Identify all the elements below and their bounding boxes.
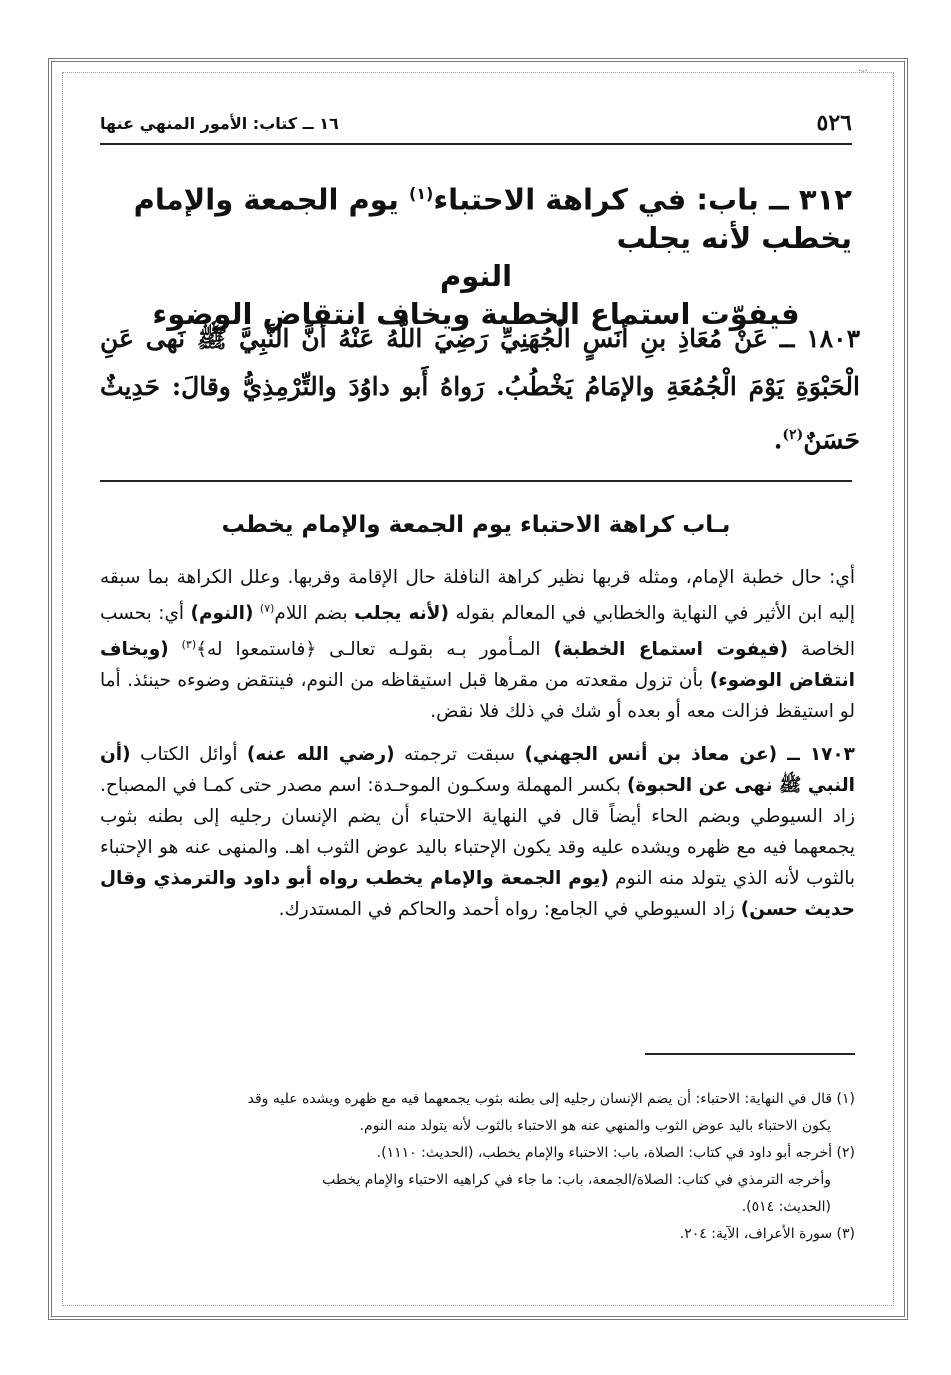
quoted-text: (فيفوت استماع الخطبة) bbox=[553, 639, 789, 661]
commentary-text bbox=[169, 639, 182, 660]
footnote-2-line-1: (٢) أخرجه أبو داود في كتاب: الصلاة، باب: الاحتباء والإمام يخطب، (الحديث: ١١١٠). bbox=[376, 1145, 855, 1161]
quoted-text: (يوم الجمعة والإمام يخطب رواه أبو داود والترمذي وقال حديث حسن) bbox=[100, 868, 855, 921]
footnote-ref-1[interactable]: (١) bbox=[408, 184, 434, 203]
chapter-heading bbox=[100, 175, 852, 333]
footnote-ref-7[interactable]: (٧) bbox=[259, 602, 275, 615]
commentary-text: أي: بحسب الخاصة bbox=[100, 603, 855, 661]
page-number: ٥٢٦ bbox=[816, 110, 852, 136]
chapter-heading-rest: يوم الجمعة والإمام يخطب لأنه يجلب bbox=[133, 182, 852, 255]
chapter-heading-line-3: فيفوّت استماع الخطبة ويخاف انتقاض الوضوء bbox=[152, 296, 800, 331]
hadith-number: ١٧٠٣ ــ bbox=[777, 744, 855, 766]
quoted-text: (ويخاف انتقاض الوضوء) bbox=[100, 639, 856, 692]
footnote-separator bbox=[645, 1053, 855, 1055]
commentary-paragraph-2 bbox=[100, 739, 855, 925]
chapter-heading-line-2: النوم bbox=[439, 258, 513, 293]
hadith-end: . bbox=[773, 425, 783, 455]
footnote-ref-2[interactable]: (٢) bbox=[782, 427, 804, 443]
commentary-text: زاد السيوطي في الجامع: رواه أحمد والحاكم في المستدرك. bbox=[278, 899, 741, 921]
quran-quote: المـأمور بـه بقولـه تعالـى ﴿فاستمعوا له﴾ bbox=[196, 639, 554, 661]
commentary-text: أوائل الكتاب bbox=[130, 744, 247, 766]
commentary-text: بضم اللام bbox=[274, 603, 355, 625]
commentary-text: بأن تزول مقعدته من مقرها قبل استيقاظه من النوم، فينتقض وضوءه حينئذ. أما لو استيقظ فزالت معه أو بعده أو شك في ذلك فلا نقض. bbox=[100, 670, 855, 723]
footnote-2-line-3: (الحديث: ٥١٤). bbox=[741, 1199, 831, 1215]
commentary-title: بـاب كراهة الاحتباء يوم الجمعة والإمام يخطب bbox=[221, 512, 731, 538]
footnote-3: (٣) سورة الأعراف، الآية: ٢٠٤. bbox=[679, 1226, 855, 1242]
corner-mark: ·‐· bbox=[858, 66, 868, 77]
chapter-heading-prefix: ٣١٢ ــ باب: في كراهة الاحتباء bbox=[433, 182, 852, 217]
quoted-text: (رضي الله عنه) bbox=[246, 744, 395, 766]
footnote-1-line-1: (١) قال في النهاية: الاحتباء: أن يضم الإنسان رجليه إلى بطنه بثوب يجمعهما فيه مع ظهره ويشده عليه وقد bbox=[247, 1091, 855, 1107]
quoted-text: (النوم) bbox=[190, 603, 254, 625]
commentary bbox=[100, 562, 855, 925]
hadith-text bbox=[100, 315, 860, 464]
running-title: ١٦ ــ كتاب: الأمور المنهي عنها bbox=[100, 113, 339, 133]
commentary-text: بكسر المهملة وسكـون الموحـدة: اسم مصدر حتى كمـا في المصباح. زاد السيوطي وبضم الحاء أيضاً قال في النهاية الاحتباء أن يضم الإنسان رجليه إلى بطنه بثوب يجمعهما فيه مع ظهره ويشده عليه وقد يكون الإحتباء باليد عوض الثوب اهـ. والمنهى عنه هو الإحتباء بالثوب لأنه الذي يتولد منه النوم bbox=[100, 775, 855, 890]
chapter-heading-line-1 bbox=[100, 175, 852, 257]
hadith-body: ١٨٠٣ ــ عَنْ مُعَاذِ بنِ أَنَسٍ الْجُهَنِيِّ رَضِيَ اللَّهُ عَنْهُ أَنَّ النَّبِيَّ ﷺ نَهى عَنِ الْحَبْوَةِ يَوْمَ الْجُمُعَةِ والإمَامُ يَخْطُبُ. رَواهُ أَبو داوُدَ والتِّرْمِذِيُّ وقالَ: حَدِيثٌ حَسَنٌ bbox=[100, 324, 860, 455]
commentary-paragraph-1 bbox=[100, 562, 855, 727]
commentary-text: سبقت ترجمته bbox=[394, 744, 525, 766]
footnote-ref-3[interactable]: (٣) bbox=[181, 638, 197, 652]
footnote-1-line-2: يكون الاحتباء باليد عوض الثوب والمنهي عنه هو الاحتباء بالثوب لأنه يتولد منه النوم. bbox=[359, 1118, 831, 1134]
footnote-2-line-2: وأخرجه الترمذي في كتاب: الصلاة/الجمعة، باب: ما جاء في كراهيه الاحتباء والإمام يخطب bbox=[322, 1172, 831, 1188]
footnotes bbox=[100, 1086, 855, 1248]
quoted-text: (لأنه يجلب bbox=[354, 603, 449, 625]
page-header bbox=[100, 103, 852, 145]
quoted-text: (عن معاذ بن أنس الجهني) bbox=[524, 744, 778, 766]
section-separator bbox=[100, 480, 852, 482]
commentary-text: أي: حال خطبة الإمام، ومثله قربها نظير كراهة النافلة حال الإقامة وقربها. وعلل الكراهة بما سبقه إليه ابن الأثير في النهاية والخطابي في المعالم بقوله bbox=[100, 567, 855, 625]
quoted-text: (أن النبي ﷺ نهى عن الحبوة) bbox=[100, 744, 855, 797]
